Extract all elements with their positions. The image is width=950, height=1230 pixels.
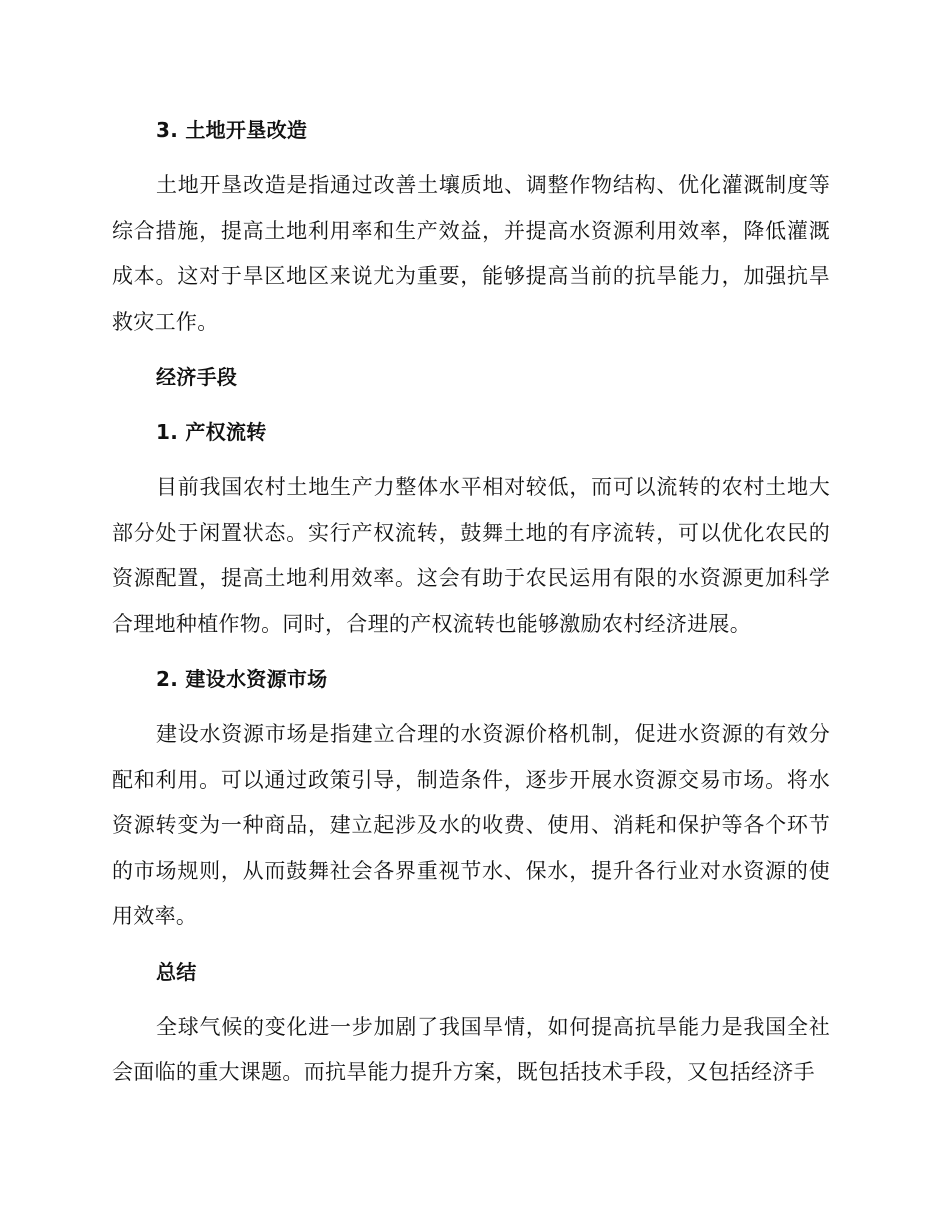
section-heading-water-market: 2. 建设水资源市场 bbox=[156, 667, 328, 691]
document-body bbox=[112, 108, 830, 1096]
paragraph-property-transfer: 目前我国农村土地生产力整体水平相对较低，而可以流转的农村土地大部分处于闲置状态。实行产权流转，鼓舞土地的有序流转，可以优化农民的资源配置，提高土地利用效率。这会有助于农民运用有限的水资源更加科学合理地种植作物。同时，合理的产权流转也能够激励农村经济进展。 bbox=[112, 475, 830, 636]
paragraph-summary: 全球气候的变化进一步加剧了我国旱情，如何提高抗旱能力是我国全社会面临的重大课题。而抗旱能力提升方案，既包括技术手段，又包括经济手 bbox=[112, 1014, 830, 1084]
section-heading-property-transfer: 1. 产权流转 bbox=[156, 420, 267, 444]
section-heading-land-reclamation: 3. 土地开垦改造 bbox=[156, 118, 308, 142]
paragraph-land-reclamation: 土地开垦改造是指通过改善土壤质地、调整作物结构、优化灌溉制度等综合措施，提高土地利用率和生产效益，并提高水资源利用效率，降低灌溉成本。这对于旱区地区来说尤为重要，能够提高当前的抗旱能力，加强抗旱救灾工作。 bbox=[112, 173, 830, 334]
paragraph-water-market: 建设水资源市场是指建立合理的水资源价格机制，促进水资源的有效分配和利用。可以通过政策引导，制造条件，逐步开展水资源交易市场。将水资源转变为一种商品，建立起涉及水的收费、使用、消耗和保护等各个环节的市场规则，从而鼓舞社会各界重视节水、保水，提升各行业对水资源的使用效率。 bbox=[112, 722, 830, 928]
section-heading-summary: 总结 bbox=[156, 959, 197, 984]
section-heading-economic-means: 经济手段 bbox=[156, 365, 238, 389]
